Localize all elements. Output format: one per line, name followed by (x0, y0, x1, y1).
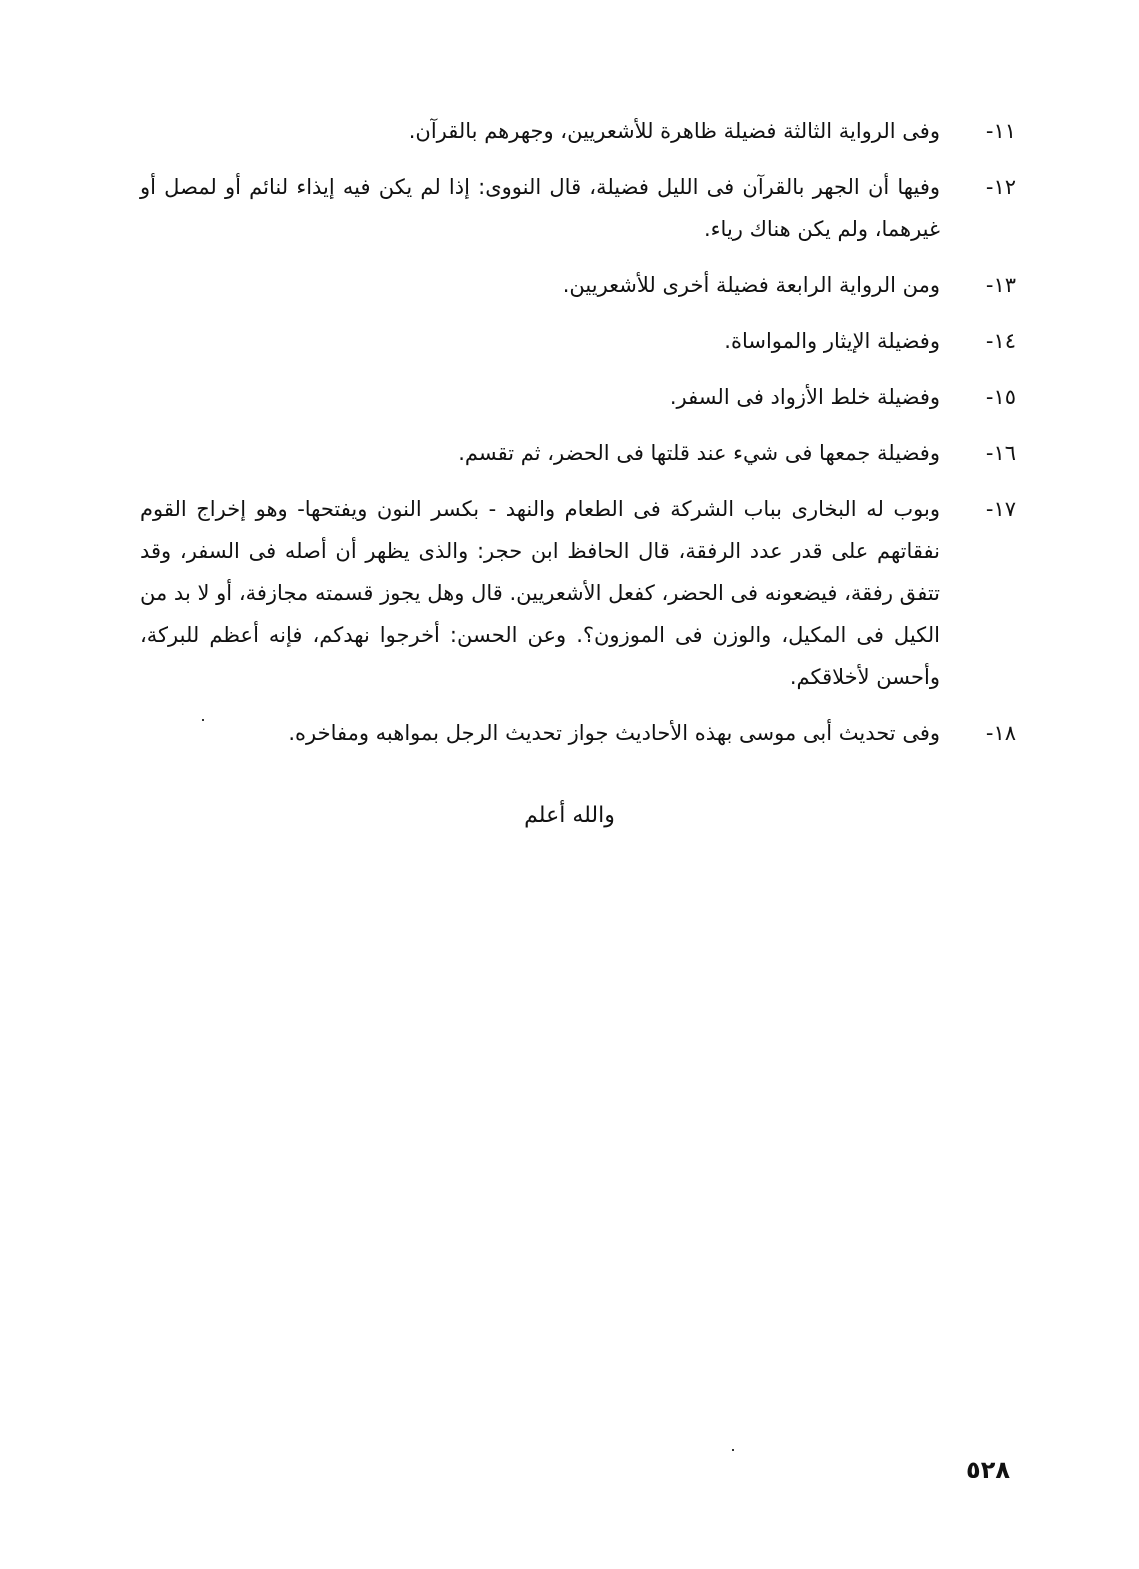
item-number: ١١- (985, 119, 1016, 143)
item-text: وفى تحديث أبى موسى بهذه الأحاديث جواز تحديث الرجل بمواهبه ومفاخره. (288, 721, 940, 745)
list-item (140, 110, 1016, 152)
list-item (140, 320, 1016, 362)
item-text: وفضيلة جمعها فى شيء عند قلتها فى الحضر، ثم تقسم. (458, 441, 940, 465)
item-text: وفضيلة الإيثار والمواساة. (724, 329, 940, 353)
scan-speck (732, 1449, 734, 1451)
list-item (140, 432, 1016, 474)
item-number: ١٤- (985, 329, 1016, 353)
list-item (140, 264, 1016, 306)
item-text: ومن الرواية الرابعة فضيلة أخرى للأشعريين. (562, 273, 940, 297)
list-item (140, 488, 1016, 698)
list-item (140, 712, 1016, 754)
item-number: ١٥- (985, 385, 1016, 409)
item-number: ١٣- (985, 273, 1016, 297)
numbered-list (140, 110, 1016, 768)
list-item (140, 376, 1016, 418)
item-text: وفى الرواية الثالثة فضيلة ظاهرة للأشعريين، وجهرهم بالقرآن. (408, 119, 940, 143)
item-number: ١٧- (985, 497, 1016, 521)
list-item (140, 166, 1016, 250)
item-number: ١٦- (985, 441, 1016, 465)
item-text: وفيها أن الجهر بالقرآن فى الليل فضيلة، قال النووى: إذا لم يكن فيه إيذاء لنائم أو لمصل أو غيرهما، ولم يكن هناك رياء. (140, 175, 940, 241)
item-text: وبوب له البخارى بباب الشركة فى الطعام والنهد - بكسر النون ويفتحها- وهو إخراج القوم نفقاتهم على قدر عدد الرفقة، قال الحافظ ابن حجر: والذى يظهر أن أصله فى السفر، وقد تتفق رفقة، فيضعونه فى الحضر، كفعل الأشعريين. قال وهل يجوز قسمته مجازفة، أو لا بد من الكيل فى المكيل، والوزن فى الموزون؟. وعن الحسن: أخرجوا نهدكم، فإنه أعظم للبركة، وأحسن لأخلاقكم. (140, 497, 940, 689)
item-text: وفضيلة خلط الأزواد فى السفر. (669, 385, 940, 409)
item-number: ١٨- (985, 721, 1016, 745)
scan-speck (202, 719, 204, 721)
closing-phrase: والله أعلم (524, 803, 615, 828)
item-number: ١٢- (985, 175, 1016, 199)
page-number: ٥٢٨ (966, 1456, 1010, 1484)
